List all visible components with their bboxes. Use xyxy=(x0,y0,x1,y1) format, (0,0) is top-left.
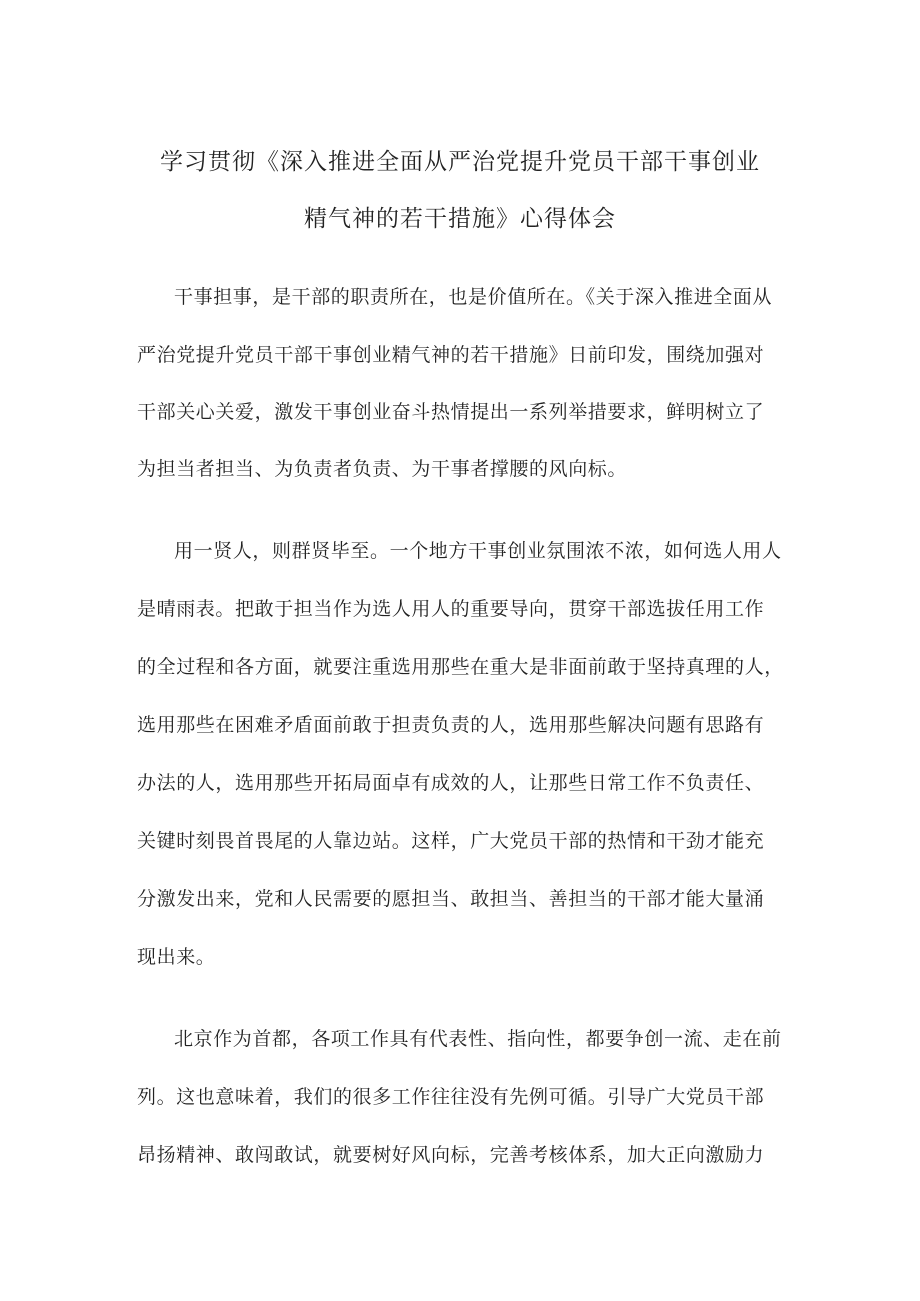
paragraph-3-line-3: 昂扬精神、敢闯敢试，就要树好风向标，完善考核体系，加大正向激励力 xyxy=(137,1144,765,1166)
document-title-line-1: 学习贯彻《深入推进全面从严治党提升党员干部干事创业 xyxy=(160,149,760,175)
paragraph-2-line-4: 选用那些在困难矛盾面前敢于担责负责的人，选用那些解决问题有思路有 xyxy=(137,714,765,736)
paragraph-1-line-2: 严治党提升党员干部干事创业精气神的若干措施》日前印发，围绕加强对 xyxy=(137,344,765,366)
paragraph-3-line-2: 列。这也意味着，我们的很多工作往往没有先例可循。引导广大党员干部 xyxy=(137,1086,765,1108)
paragraph-2-line-2: 是晴雨表。把敢于担当作为选人用人的重要导向，贯穿干部选拔任用工作 xyxy=(137,598,765,620)
paragraph-2-line-5: 办法的人，选用那些开拓局面卓有成效的人，让那些日常工作不负责任、 xyxy=(137,772,765,794)
paragraph-2-line-1: 用一贤人，则群贤毕至。一个地方干事创业氛围浓不浓，如何选人用人 xyxy=(174,540,782,562)
paragraph-3-line-1: 北京作为首都，各项工作具有代表性、指向性，都要争创一流、走在前 xyxy=(174,1028,782,1050)
document-title-line-2: 精气神的若干措施》心得体会 xyxy=(304,206,616,232)
paragraph-2-line-3: 的全过程和各方面，就要注重选用那些在重大是非面前敢于坚持真理的人， xyxy=(137,656,784,678)
paragraph-1-line-3: 干部关心关爱，激发干事创业奋斗热情提出一系列举措要求，鲜明树立了 xyxy=(137,401,765,423)
paragraph-2-line-6: 关键时刻畏首畏尾的人靠边站。这样，广大党员干部的热情和干劲才能充 xyxy=(137,830,765,852)
paragraph-1-line-1: 干事担事，是干部的职责所在，也是价值所在。《关于深入推进全面从 xyxy=(174,286,773,308)
paragraph-2-line-7: 分激发出来，党和人民需要的愿担当、敢担当、善担当的干部才能大量涌 xyxy=(137,888,765,910)
paragraph-1-line-4: 为担当者担当、为负责者负责、为干事者撑腰的风向标。 xyxy=(137,458,628,480)
paragraph-2-line-8: 现出来。 xyxy=(137,946,216,968)
